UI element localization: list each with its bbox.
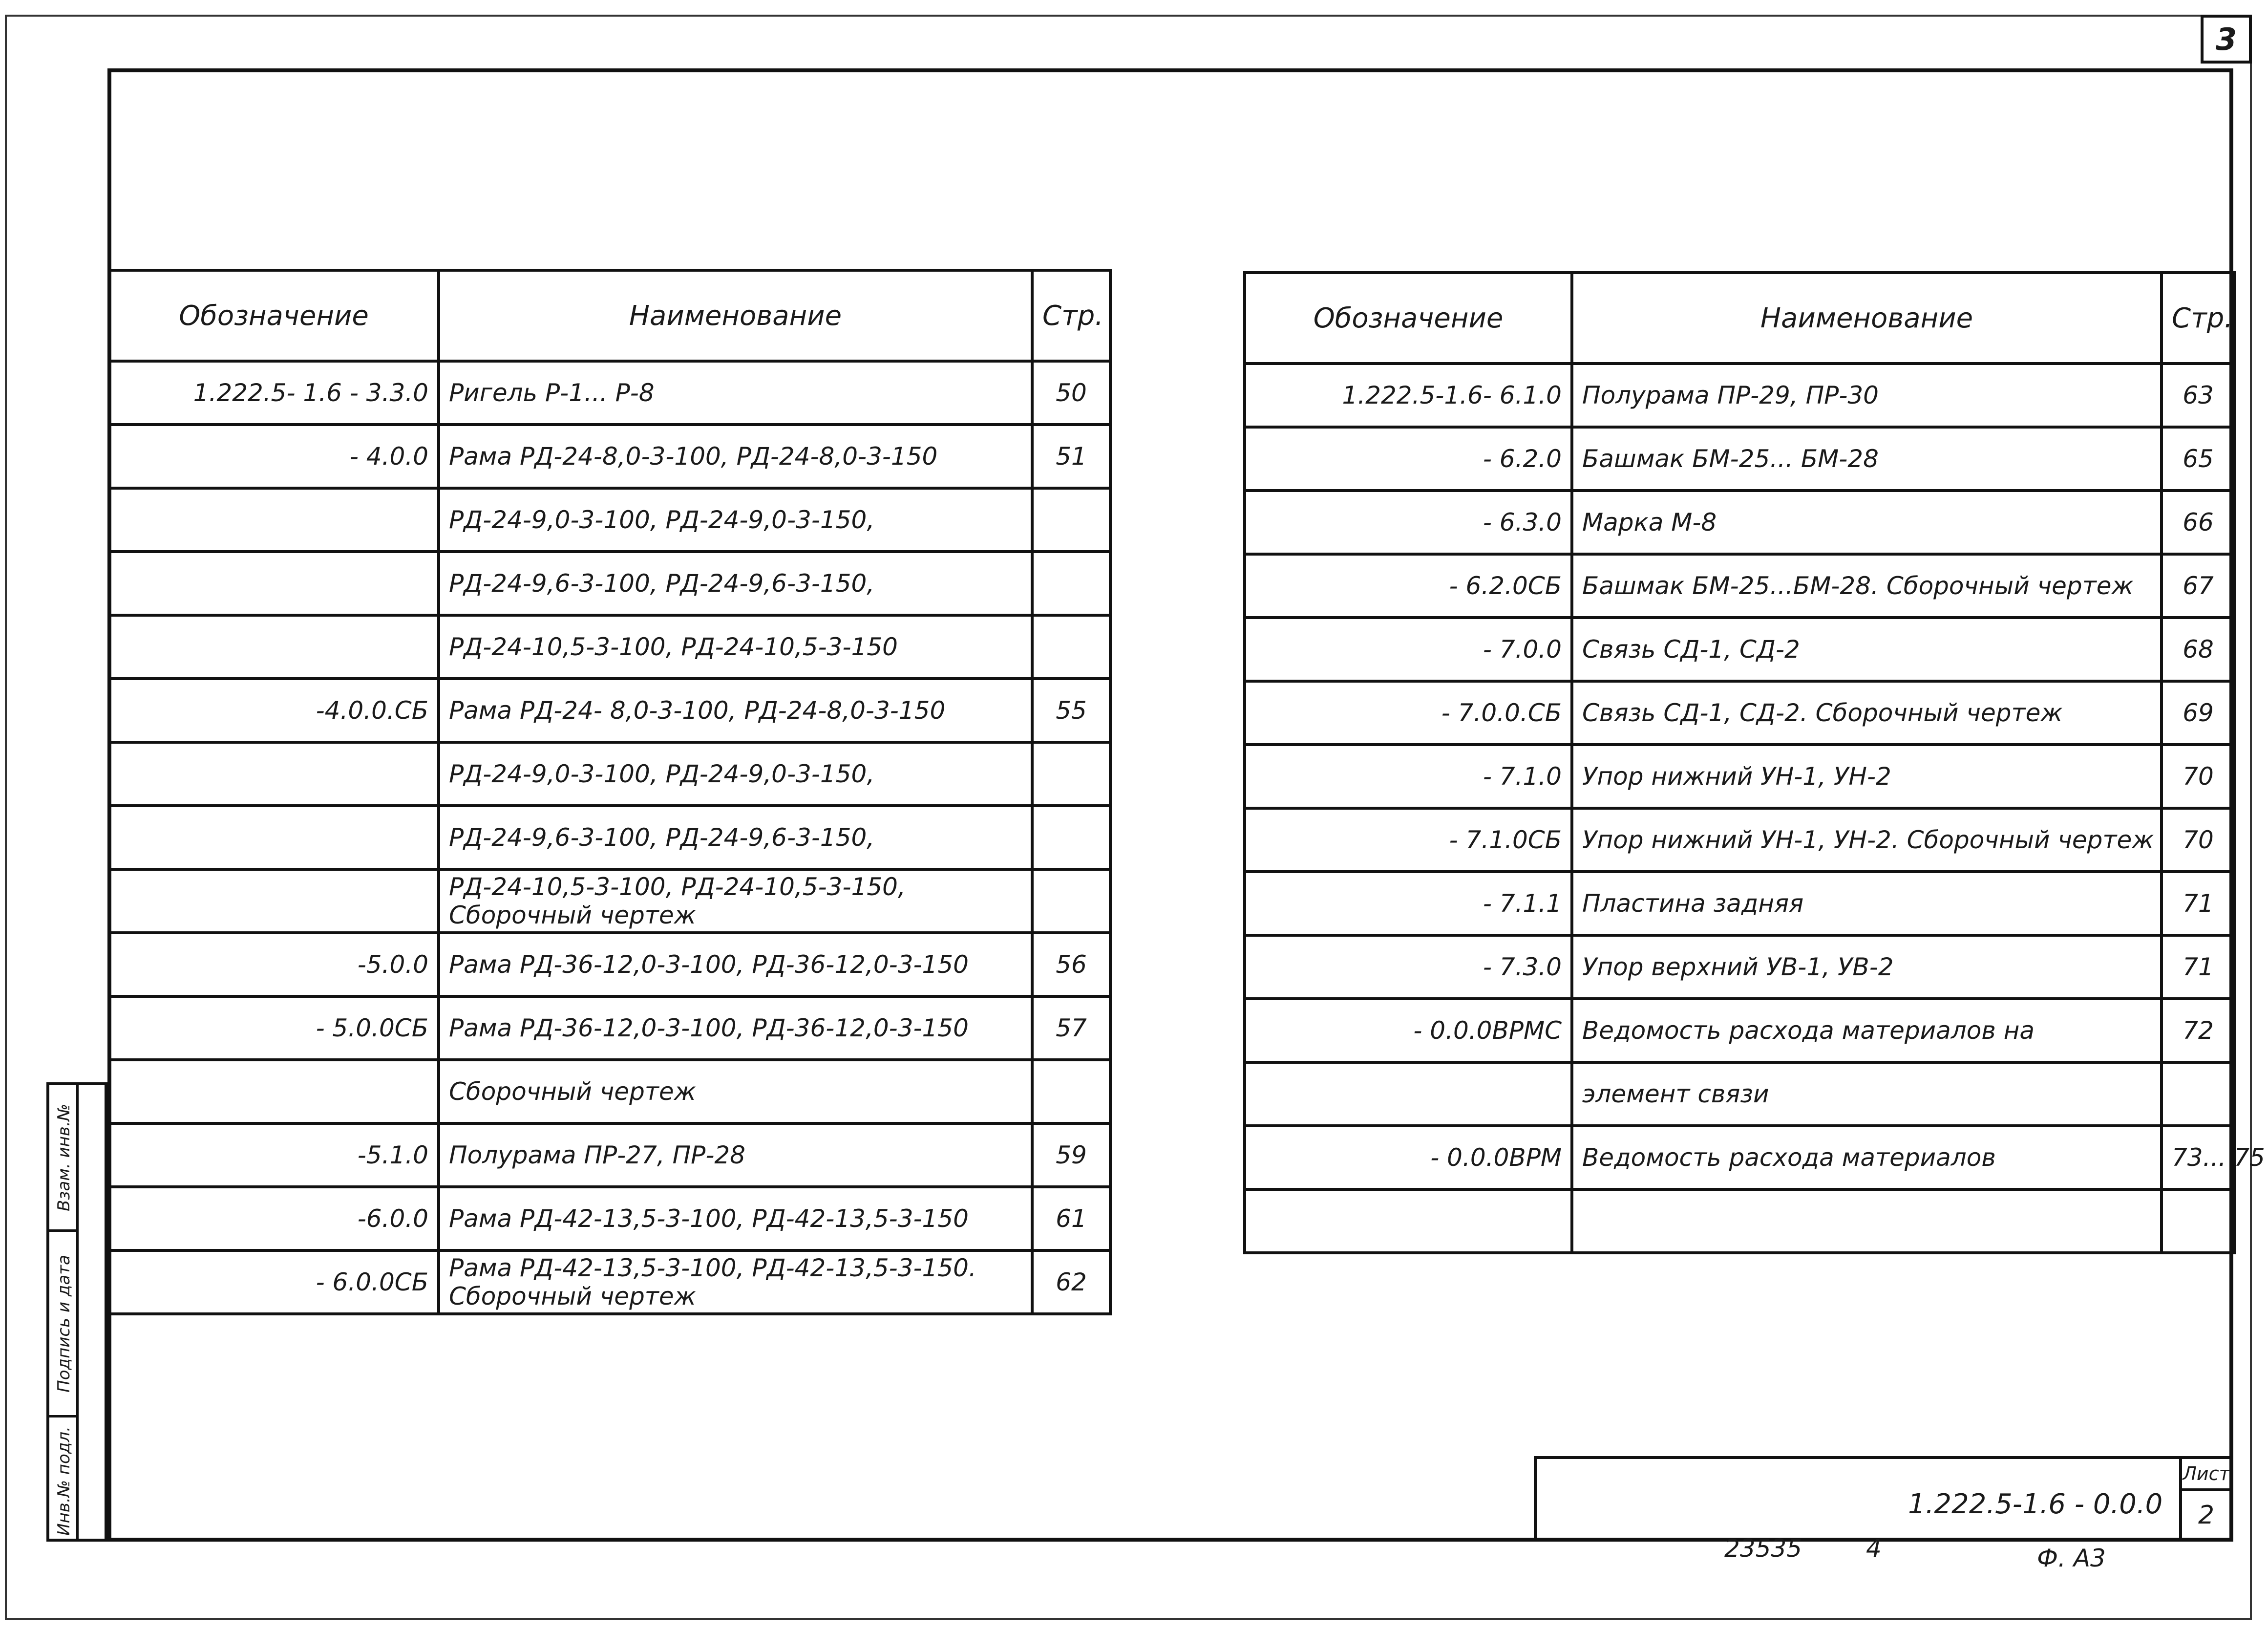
row-designation (109, 552, 439, 615)
table-row (109, 1250, 1110, 1314)
row-name (439, 806, 1032, 869)
row-designation: - 7.1.0СБ (1245, 808, 1572, 872)
row-page: 67 (2162, 554, 2235, 618)
row-name (1572, 364, 2162, 427)
row-name (439, 361, 1032, 425)
header-name: Наименование (439, 270, 1032, 361)
row-name (439, 742, 1032, 806)
sheet-column (2179, 1459, 2230, 1539)
row-designation: -4.0.0.СБ (109, 679, 439, 742)
row-designation (109, 869, 439, 933)
corner-sheet-number: 3 (2201, 15, 2252, 64)
row-name-line: РД-24-9,0-3-100, РД-24-9,0-3-150, (449, 760, 875, 788)
row-designation (109, 488, 439, 552)
row-name-line: РД-24-9,0-3-100, РД-24-9,0-3-150, (449, 506, 875, 534)
table-row (109, 1060, 1110, 1123)
row-designation (1245, 1062, 1572, 1126)
row-page: 55 (1032, 679, 1110, 742)
table-row (109, 742, 1110, 806)
row-name (1572, 554, 2162, 618)
sheet-label: Лист (2182, 1459, 2230, 1491)
header-name: Наименование (1572, 273, 2162, 364)
row-page: 63 (2162, 364, 2235, 427)
table-row (1245, 1062, 2235, 1126)
row-designation (109, 615, 439, 679)
row-name-line: Сборочный чертеж (449, 1077, 696, 1106)
row-name (439, 1060, 1032, 1123)
row-page: 59 (1032, 1123, 1110, 1187)
table-row (1245, 491, 2235, 554)
row-page: 70 (2162, 808, 2235, 872)
row-name (1572, 491, 2162, 554)
side-label-signature-date: Подпись и дата (54, 1254, 74, 1393)
row-designation: - 7.3.0 (1245, 935, 1572, 999)
sheet-number: 2 (2198, 1501, 2215, 1530)
row-page: 68 (2162, 618, 2235, 681)
row-name (439, 996, 1032, 1060)
row-name (439, 869, 1032, 933)
table-row (1245, 808, 2235, 872)
row-designation: - 7.0.0.СБ (1245, 681, 1572, 745)
row-page (2162, 1189, 2235, 1253)
row-name-line: Упор верхний УВ-1, УВ-2 (1582, 953, 1894, 981)
row-page (1032, 488, 1110, 552)
header-designation: Обозначение (109, 270, 439, 361)
table-row (1245, 872, 2235, 935)
row-name-line: Связь СД-1, СД-2 (1582, 635, 1800, 664)
table-row (1245, 618, 2235, 681)
row-page: 56 (1032, 933, 1110, 996)
row-name-line: Упор нижний УН-1, УН-2. Сборочный чертеж (1582, 826, 2154, 854)
table-row (1245, 1126, 2235, 1189)
table-row (1245, 364, 2235, 427)
inventory-number: 23535 (1724, 1534, 1802, 1563)
header-page: Стр. (2162, 273, 2235, 364)
contents-table-left (107, 269, 1112, 1315)
row-name-line: Связь СД-1, СД-2. Сборочный чертеж (1582, 699, 2063, 727)
row-name-line: РД-24-10,5-3-100, РД-24-10,5-3-150, (449, 873, 906, 901)
row-page: 65 (2162, 427, 2235, 491)
row-page: 50 (1032, 361, 1110, 425)
row-name-line: РД-24-10,5-3-100, РД-24-10,5-3-150 (449, 633, 898, 661)
row-designation: - 6.2.0 (1245, 427, 1572, 491)
row-designation: - 0.0.0ВРМС (1245, 999, 1572, 1062)
row-name (1572, 1126, 2162, 1189)
row-designation: - 5.0.0СБ (109, 996, 439, 1060)
row-page (1032, 869, 1110, 933)
row-name (1572, 618, 2162, 681)
row-page (1032, 1060, 1110, 1123)
row-page (1032, 806, 1110, 869)
title-block (1534, 1456, 2233, 1542)
row-page (1032, 615, 1110, 679)
table-row (109, 425, 1110, 488)
format-label: Ф. А3 (2037, 1544, 2106, 1572)
row-name (439, 1250, 1032, 1314)
row-name (1572, 1062, 2162, 1126)
row-designation: - 6.2.0СБ (1245, 554, 1572, 618)
row-name-line: Полурама ПР-29, ПР-30 (1582, 381, 1879, 409)
row-name-line: Рама РД-24-8,0-3-100, РД-24-8,0-3-150 (449, 442, 938, 471)
row-page: 70 (2162, 745, 2235, 808)
row-name (439, 1123, 1032, 1187)
row-designation: - 7.1.1 (1245, 872, 1572, 935)
row-designation (109, 1060, 439, 1123)
row-name (439, 552, 1032, 615)
row-name-line: Рама РД-42-13,5-3-100, РД-42-13,5-3-150 (449, 1204, 969, 1233)
row-name (439, 933, 1032, 996)
row-name-line: Сборочный чертеж (449, 1282, 696, 1310)
table-row (109, 869, 1110, 933)
row-designation: 1.222.5- 1.6 - 3.3.0 (109, 361, 439, 425)
row-name (1572, 745, 2162, 808)
row-name-line: Сборочный чертеж (449, 901, 696, 929)
row-page: 57 (1032, 996, 1110, 1060)
row-designation (109, 742, 439, 806)
header-page: Стр. (1032, 270, 1110, 361)
row-page: 51 (1032, 425, 1110, 488)
row-page (1032, 552, 1110, 615)
row-name-line: Рама РД-24- 8,0-3-100, РД-24-8,0-3-150 (449, 696, 946, 725)
row-designation: - 0.0.0ВРМ (1245, 1126, 1572, 1189)
row-name (1572, 935, 2162, 999)
table-row (109, 679, 1110, 742)
table-row (109, 996, 1110, 1060)
row-designation: - 7.1.0 (1245, 745, 1572, 808)
row-name-line: Башмак БМ-25...БМ-28. Сборочный чертеж (1582, 572, 2134, 600)
row-name-line: РД-24-9,6-3-100, РД-24-9,6-3-150, (449, 823, 875, 852)
row-name (1572, 427, 2162, 491)
row-name-line: Пластина задняя (1582, 889, 1804, 918)
row-name-line: Марка М-8 (1582, 508, 1717, 537)
row-name (1572, 872, 2162, 935)
row-designation: -5.1.0 (109, 1123, 439, 1187)
side-label-replaced-inv: Взам. инв.№ (54, 1103, 74, 1211)
row-designation: - 7.0.0 (1245, 618, 1572, 681)
row-designation: - 6.3.0 (1245, 491, 1572, 554)
row-page: 73... 75 (2162, 1126, 2235, 1189)
row-name-line: Рама РД-36-12,0-3-100, РД-36-12,0-3-150 (449, 1014, 969, 1042)
side-label-inv-original: Инв.№ подл. (54, 1426, 74, 1536)
header-designation: Обозначение (1245, 273, 1572, 364)
table-row (1245, 935, 2235, 999)
row-page: 62 (1032, 1250, 1110, 1314)
row-name (439, 1187, 1032, 1250)
row-name (1572, 1189, 2162, 1253)
table-row (109, 615, 1110, 679)
row-name (439, 488, 1032, 552)
row-page (2162, 1062, 2235, 1126)
row-name-line: Башмак БМ-25... БМ-28 (1582, 445, 1879, 473)
row-designation (109, 806, 439, 869)
copy-mark: 4 (1866, 1534, 1882, 1563)
row-page: 71 (2162, 872, 2235, 935)
row-name (439, 425, 1032, 488)
row-name (439, 615, 1032, 679)
document-code: 1.222.5-1.6 - 0.0.0 (1908, 1488, 2163, 1520)
row-name (1572, 999, 2162, 1062)
row-name (1572, 681, 2162, 745)
row-name-line: Ведомость расхода материалов (1582, 1143, 1996, 1172)
table-row (109, 488, 1110, 552)
table-row (1245, 999, 2235, 1062)
row-page: 66 (2162, 491, 2235, 554)
table-row (1245, 681, 2235, 745)
row-page (1032, 742, 1110, 806)
row-page: 61 (1032, 1187, 1110, 1250)
row-designation: - 6.0.0СБ (109, 1250, 439, 1314)
row-name-line: Ригель Р-1... Р-8 (449, 379, 655, 407)
approval-side-strip (46, 1082, 107, 1542)
row-name (439, 679, 1032, 742)
row-name-line: элемент связи (1582, 1080, 1769, 1108)
row-page: 69 (2162, 681, 2235, 745)
row-name-line: Полурама ПР-27, ПР-28 (449, 1141, 745, 1169)
row-name (1572, 808, 2162, 872)
table-row (1245, 745, 2235, 808)
table-row (109, 933, 1110, 996)
row-designation: -6.0.0 (109, 1187, 439, 1250)
table-row (109, 1187, 1110, 1250)
row-designation: 1.222.5-1.6- 6.1.0 (1245, 364, 1572, 427)
table-row (1245, 427, 2235, 491)
contents-table-right (1243, 271, 2265, 1254)
table-row (1245, 554, 2235, 618)
row-page: 71 (2162, 935, 2235, 999)
row-designation (1245, 1189, 1572, 1253)
row-name-line: РД-24-9,6-3-100, РД-24-9,6-3-150, (449, 569, 875, 598)
table-row (109, 1123, 1110, 1187)
row-name-line: Рама РД-42-13,5-3-100, РД-42-13,5-3-150. (449, 1254, 976, 1282)
row-name-line: Ведомость расхода материалов на (1582, 1016, 2035, 1045)
row-designation: -5.0.0 (109, 933, 439, 996)
table-row (109, 806, 1110, 869)
table-row (1245, 1189, 2235, 1253)
row-name-line: Рама РД-36-12,0-3-100, РД-36-12,0-3-150 (449, 950, 969, 979)
row-designation: - 4.0.0 (109, 425, 439, 488)
table-row (109, 552, 1110, 615)
row-page: 72 (2162, 999, 2235, 1062)
row-name-line: Упор нижний УН-1, УН-2 (1582, 762, 1891, 791)
table-row (109, 361, 1110, 425)
